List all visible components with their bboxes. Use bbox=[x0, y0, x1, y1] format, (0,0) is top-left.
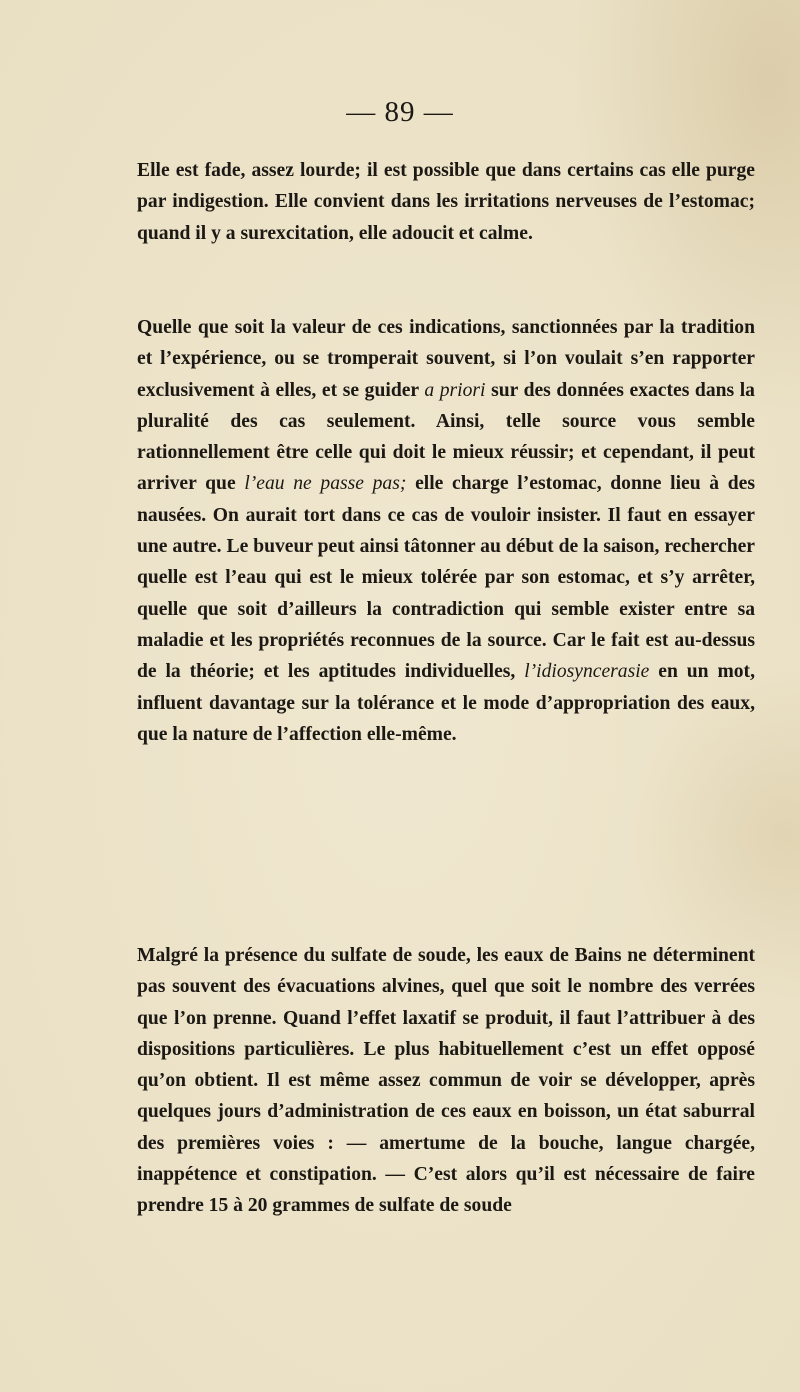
paragraph-1 bbox=[137, 155, 755, 249]
paragraph-2-text-1: Quelle que soit la valeur de ces indications, sanctionnées par la tradition et l’expérience, ou se tromperait souvent, si l’on voulait s’en rapporter exclusivement à elles, et se guider bbox=[137, 317, 755, 401]
paragraph-3 bbox=[137, 940, 755, 1222]
page-number: — 89 — bbox=[346, 96, 454, 128]
paragraph-2-italic-a-priori: a priori bbox=[424, 379, 486, 401]
paragraph-2-italic-idiosyncerasie: l’idiosyncerasie bbox=[524, 661, 650, 683]
paragraph-2-italic-eau: l’eau ne passe pas; bbox=[244, 473, 407, 495]
paragraph-1-text: Elle est fade, assez lourde; il est possible que dans certains cas elle purge par indigestion. Elle convient dans les irritations nerveuses de l’estomac; quand il y a surexcitation, elle adoucit et calme. bbox=[137, 160, 755, 244]
paragraph-2-text-4: en un mot, influent davantage sur la tolérance et le mode d’appropriation des eaux, que la nature de l’affection elle-même. bbox=[137, 661, 755, 745]
paragraph-2-text-3: elle charge l’estomac, donne lieu à des nausées. On aurait tort dans ce cas de vouloir insister. Il faut en essayer une autre. Le buveur peut ainsi tâtonner au début de la saison, rechercher quelle est l’eau qui est le mieux tolérée par son estomac, et s’y arrêter, quelle que soit d’ailleurs la contradiction qui semble exister entre sa maladie et les propriétés reconnues de la source. Car le fait est au-dessus de la théorie; et les aptitudes individuelles, bbox=[137, 473, 755, 683]
paragraph-2-text-2: sur des données exactes dans la pluralité des cas seulement. Ainsi, telle source vous semble rationnellement être celle qui doit le mieux réussir; et cependant, il peut arriver que bbox=[137, 379, 755, 495]
paragraph-3-text: Malgré la présence du sulfate de soude, les eaux de Bains ne déterminent pas souvent des évacuations alvines, quel que soit le nombre des verrées que l’on prenne. Quand l’effet laxatif se produit, il faut l’attribuer à des dispositions particulières. Le plus habituellement c’est un effet opposé qu’on obtient. Il est même assez commun de voir se développer, après quelques jours d’administration de ces eaux en boisson, un état saburral des premières voies : — amertume de la bouche, langue chargée, inappétence et constipation. — C’est alors qu’il est nécessaire de faire prendre 15 à 20 grammes de sulfate de soude bbox=[137, 945, 755, 1217]
paragraph-2 bbox=[137, 312, 755, 750]
